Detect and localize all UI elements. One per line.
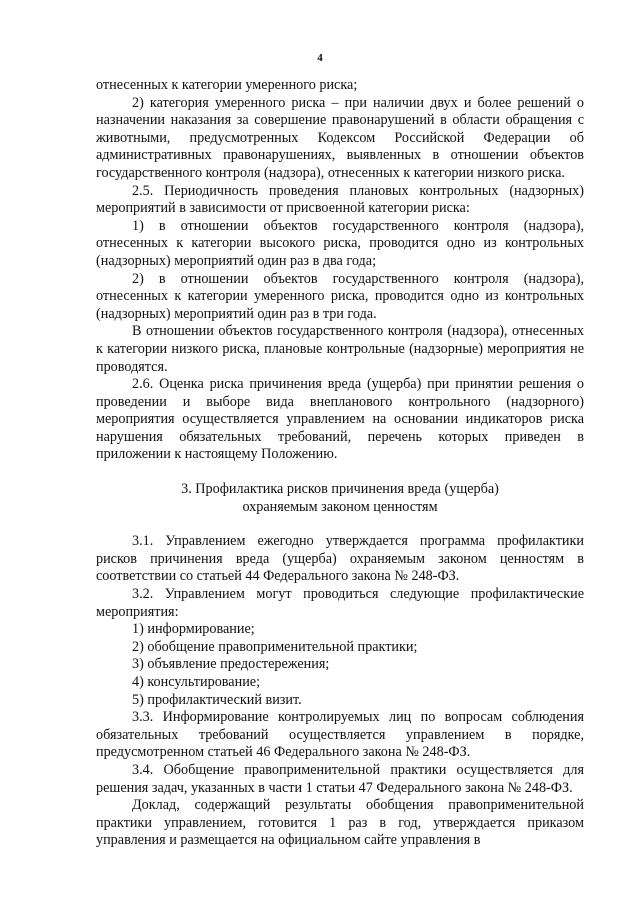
document-body — [96, 77, 584, 850]
risk-category-section — [96, 77, 584, 464]
list-item: 3) объявление предостережения; — [132, 656, 330, 673]
paragraph: 1) в отношении объектов государственного контроля (надзора), отнесенных к категории высокого риска, проводится одно из контрольных (надзорных) мероприятий один раз в два года; — [96, 217, 584, 269]
list-item: 2) обобщение правоприменительной практики; — [132, 638, 418, 655]
paragraph: В отношении объектов государственного контроля (надзора), отнесенных к категории низкого риска, плановые контрольные (надзорные) мероприятия не проводятся. — [96, 323, 584, 375]
list-item: 1) информирование; — [132, 621, 255, 638]
section-title — [96, 481, 584, 516]
paragraph: 3.3. Информирование контролируемых лиц по вопросам соблюдения обязательных требований осуществляется управлением в порядке, предусмотренном статьей 46 Федерального закона № 248-ФЗ. — [96, 709, 584, 761]
paragraph: 3.1. Управлением ежегодно утверждается программа профилактики рисков причинения вреда (ущерба) охраняемым законом ценностям в соответствии со статьей 44 Федерального закона № 248-ФЗ. — [96, 533, 584, 585]
section-title-line-1: 3. Профилактика рисков причинения вреда (ущерба) — [181, 481, 499, 498]
prevention-details-section — [96, 709, 584, 850]
list-item: 4) консультирование; — [132, 674, 261, 690]
paragraph: 2.6. Оценка риска причинения вреда (ущерба) при принятии решения о проведении и выборе вида внепланового контрольного (надзорного) мероприятия осуществляется управлением на основании индикаторов риска нарушения обязательных требований, перечень которых приведен в приложении к настоящему Положению. — [96, 376, 584, 463]
page-number: 4 — [317, 52, 323, 64]
paragraph: 3.4. Обобщение правоприменительной практики осуществляется для решения задач, указанных в части 1 статьи 47 Федерального закона № 248-ФЗ. — [96, 761, 584, 796]
prevention-measures-list — [96, 621, 584, 709]
paragraph: 2) категория умеренного риска – при наличии двух и более решений о назначении наказания за совершение правонарушений в области обращения с животными, предусмотренных Кодексом Российской Федерации об административных правонарушениях, выявленных в отношении объектов государственного контроля (надзора), отнесенных к категории низкого риска. — [96, 94, 584, 181]
prevention-section — [96, 533, 584, 621]
paragraph: Доклад, содержащий результаты обобщения правоприменительной практики управлением, готовится 1 раз в год, утверждается приказом управления и размещается на официальном сайте управления в — [96, 797, 584, 849]
paragraph: 2.5. Периодичность проведения плановых контрольных (надзорных) мероприятий в зависимости от присвоенной категории риска: — [96, 182, 584, 217]
section-title-line-2: охраняемым законом ценностям — [242, 498, 438, 515]
paragraph: отнесенных к категории умеренного риска; — [96, 77, 358, 93]
list-item: 5) профилактический визит. — [132, 691, 302, 708]
paragraph: 3.2. Управлением могут проводиться следующие профилактические мероприятия: — [96, 586, 584, 620]
paragraph: 2) в отношении объектов государственного контроля (надзора), отнесенных к категории умеренного риска, проводится одно из контрольных (надзорных) мероприятий один раз в три года. — [96, 270, 584, 322]
